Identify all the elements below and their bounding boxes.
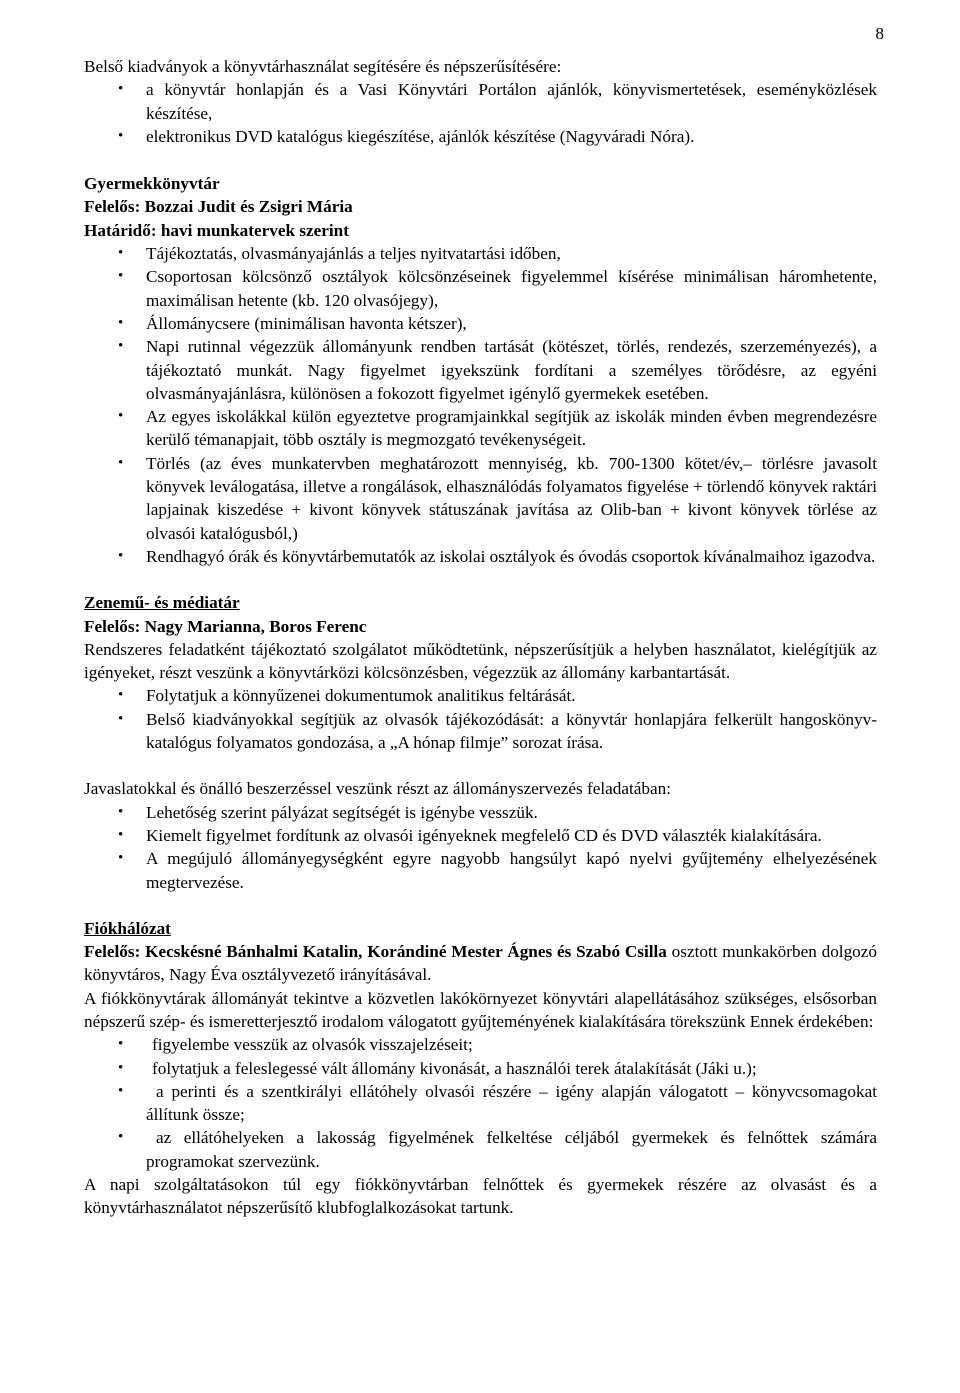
publications-list [84,78,877,148]
bullet-icon: • [118,1129,124,1146]
list-item: • a könyvtár honlapján és a Vasi Könyvtári Portálon ajánlók, könyvismertetések, eseményközlések készítése, [118,80,877,123]
bullet-icon: • [118,687,124,704]
list-item: • Folytatjuk a könnyűzenei dokumentumok analitikus feltárását. [84,684,877,707]
bullet-icon: • [118,454,124,471]
list-item: • a perinti és a szentkirályi ellátóhely olvasói részére – igény alapján válogatott – könyvcsomagokat állítunk össze; [118,1081,877,1125]
bullet-icon: • [118,826,124,843]
list-item: • Napi rutinnal végezzük állományunk rendben tartását (kötészet, törlés, rendezés, szerzeményezés), a tájékoztató munkát. Nagy figyelmet igyekszünk fordítani a személyes törődésre, az egyéni olvasmányajánlásra, különösen a fokozott figyelmet igénylő gyermekek esetében. [118,337,877,403]
bullet-icon: • [118,1082,124,1099]
closing-paragraph: A napi szolgáltatásokon túl egy fiókkönyvtárban felnőttek és gyermekek részére az olvasást és a könyvtárhasználatot népszerűsítő klubfoglalkozásokat tartunk. [84,1175,877,1218]
section-responsible: Felelős: Bozzai Judit és Zsigri Mária [84,197,353,217]
page-number: 8 [875,24,884,43]
list-item: • Rendhagyó órák és könyvtárbemutatók az iskolai osztályok és óvodás csoportok kívánalmaihoz igazodva. [84,545,877,568]
list-item: • az ellátóhelyeken a lakosság figyelmének felkeltése céljából gyermekek és felnőttek számára programokat szervezünk. [118,1128,877,1171]
bullet-icon: • [118,314,124,331]
section-responsible: Felelős: Kecskésné Bánhalmi Katalin, Korándiné Mester Ágnes és Szabó Csilla osztott munkakörben dolgozó könyvtáros, Nagy Éva osztályvezető irányításával. [84,942,877,985]
bullet-icon: • [118,127,124,144]
bullet-icon: • [118,268,124,285]
list-item: • folytatjuk a feleslegessé vált állomány kivonását, a használói terek átalakítását (Jáki u.); [84,1057,877,1080]
list-item: • figyelembe vesszük az olvasók visszajelzéseit; [84,1033,877,1056]
publications-intro: Belső kiadványok a könyvtárhasználat segítésére és népszerűsítésére: [84,57,562,76]
list-item: • Állománycsere (minimálisan havonta kétszer), [84,312,877,335]
bullet-icon: • [118,81,124,98]
acquisition-list [84,801,877,894]
bullet-icon: • [118,245,124,262]
page-content [84,55,877,1220]
list-item: • A megújuló állományegységként egyre nagyobb hangsúlyt kapó nyelvi gyűjtemény elhelyezésének megtervezése. [118,849,877,892]
branch-tasks [84,1033,877,1173]
section-paragraph: Rendszeres feladatként tájékoztató szolgálatot működtetünk, népszerűsítjük a helyben használatot, kielégítjük az igényeket, részt veszünk a könyvtárközi kölcsönzésben, végezzük az állomány karbantartását. [84,639,877,683]
section-responsible: Felelős: Nagy Marianna, Boros Ferenc [84,616,367,636]
bullet-icon: • [118,803,124,820]
list-item: • Csoportosan kölcsönző osztályok kölcsönzéseinek figyelemmel kísérése minimálisan háromhetente, maximálisan hetente (kb. 120 olvasójegy), [118,267,877,310]
list-item: • Kiemelt figyelmet fordítunk az olvasói igényeknek megfelelő CD és DVD választék kialakítására. [84,824,877,847]
list-item: • Az egyes iskolákkal külön egyeztetve programjainkkal segítjük az iskolák minden évben megrendezésre kerülő témanapjait, több osztály is megmozgató tevékenységeit. [118,407,877,450]
list-item: • Belső kiadványokkal segítjük az olvasók tájékozódását: a könyvtár honlapjára felkerült hangoskönyv-katalógus folyamatos gondozása, a „A hónap filmje” sorozat írása. [118,709,877,753]
section-heading-zenemu: Zenemű- és médiatár [84,593,240,613]
media-library-tasks [84,684,877,754]
section-heading-fiokhalozat: Fiókhálózat [84,918,171,938]
children-library-tasks [84,242,877,568]
bullet-icon: • [118,1059,124,1076]
acquisition-intro: Javaslatokkal és önálló beszerzéssel veszünk részt az állományszervezés feladatában: [84,779,671,799]
bullet-icon: • [118,338,124,355]
section-heading-gyermekkonyvtar: Gyermekkönyvtár [84,174,220,194]
list-item: • Lehetőség szerint pályázat segítségét is igénybe vesszük. [84,801,877,824]
bullet-icon: • [118,1036,124,1053]
bullet-icon: • [118,710,124,727]
list-item: • Tájékoztatás, olvasmányajánlás a teljes nyitvatartási időben, [84,242,877,265]
bullet-icon: • [118,408,124,425]
bullet-icon: • [118,547,124,564]
section-paragraph: A fiókkönyvtárak állományát tekintve a közvetlen lakókörnyezet könyvtári alapellátásához szükséges, elsősorban népszerű szép- és ismeretterjesztő irodalom válogatott gyűjteményének kialakítására törekszünk Ennek érdekében: [84,988,877,1031]
bullet-icon: • [118,850,124,867]
list-item: • elektronikus DVD katalógus kiegészítése, ajánlók készítése (Nagyváradi Nóra). [84,125,877,148]
section-deadline: Határidő: havi munkatervek szerint [84,220,349,240]
list-item: • Törlés (az éves munkatervben meghatározott mennyiség, kb. 700-1300 kötet/év,– törlésre javasolt könyvek leválogatása, illetve a rongálások, elhasználódás folyamatos figyelése + törlendő könyvek raktári lapjainak kiszedése + kivont könyvek státuszának javítása az Olib-ban + kivont könyvek törlése az olvasói katalógusból,) [118,453,877,543]
